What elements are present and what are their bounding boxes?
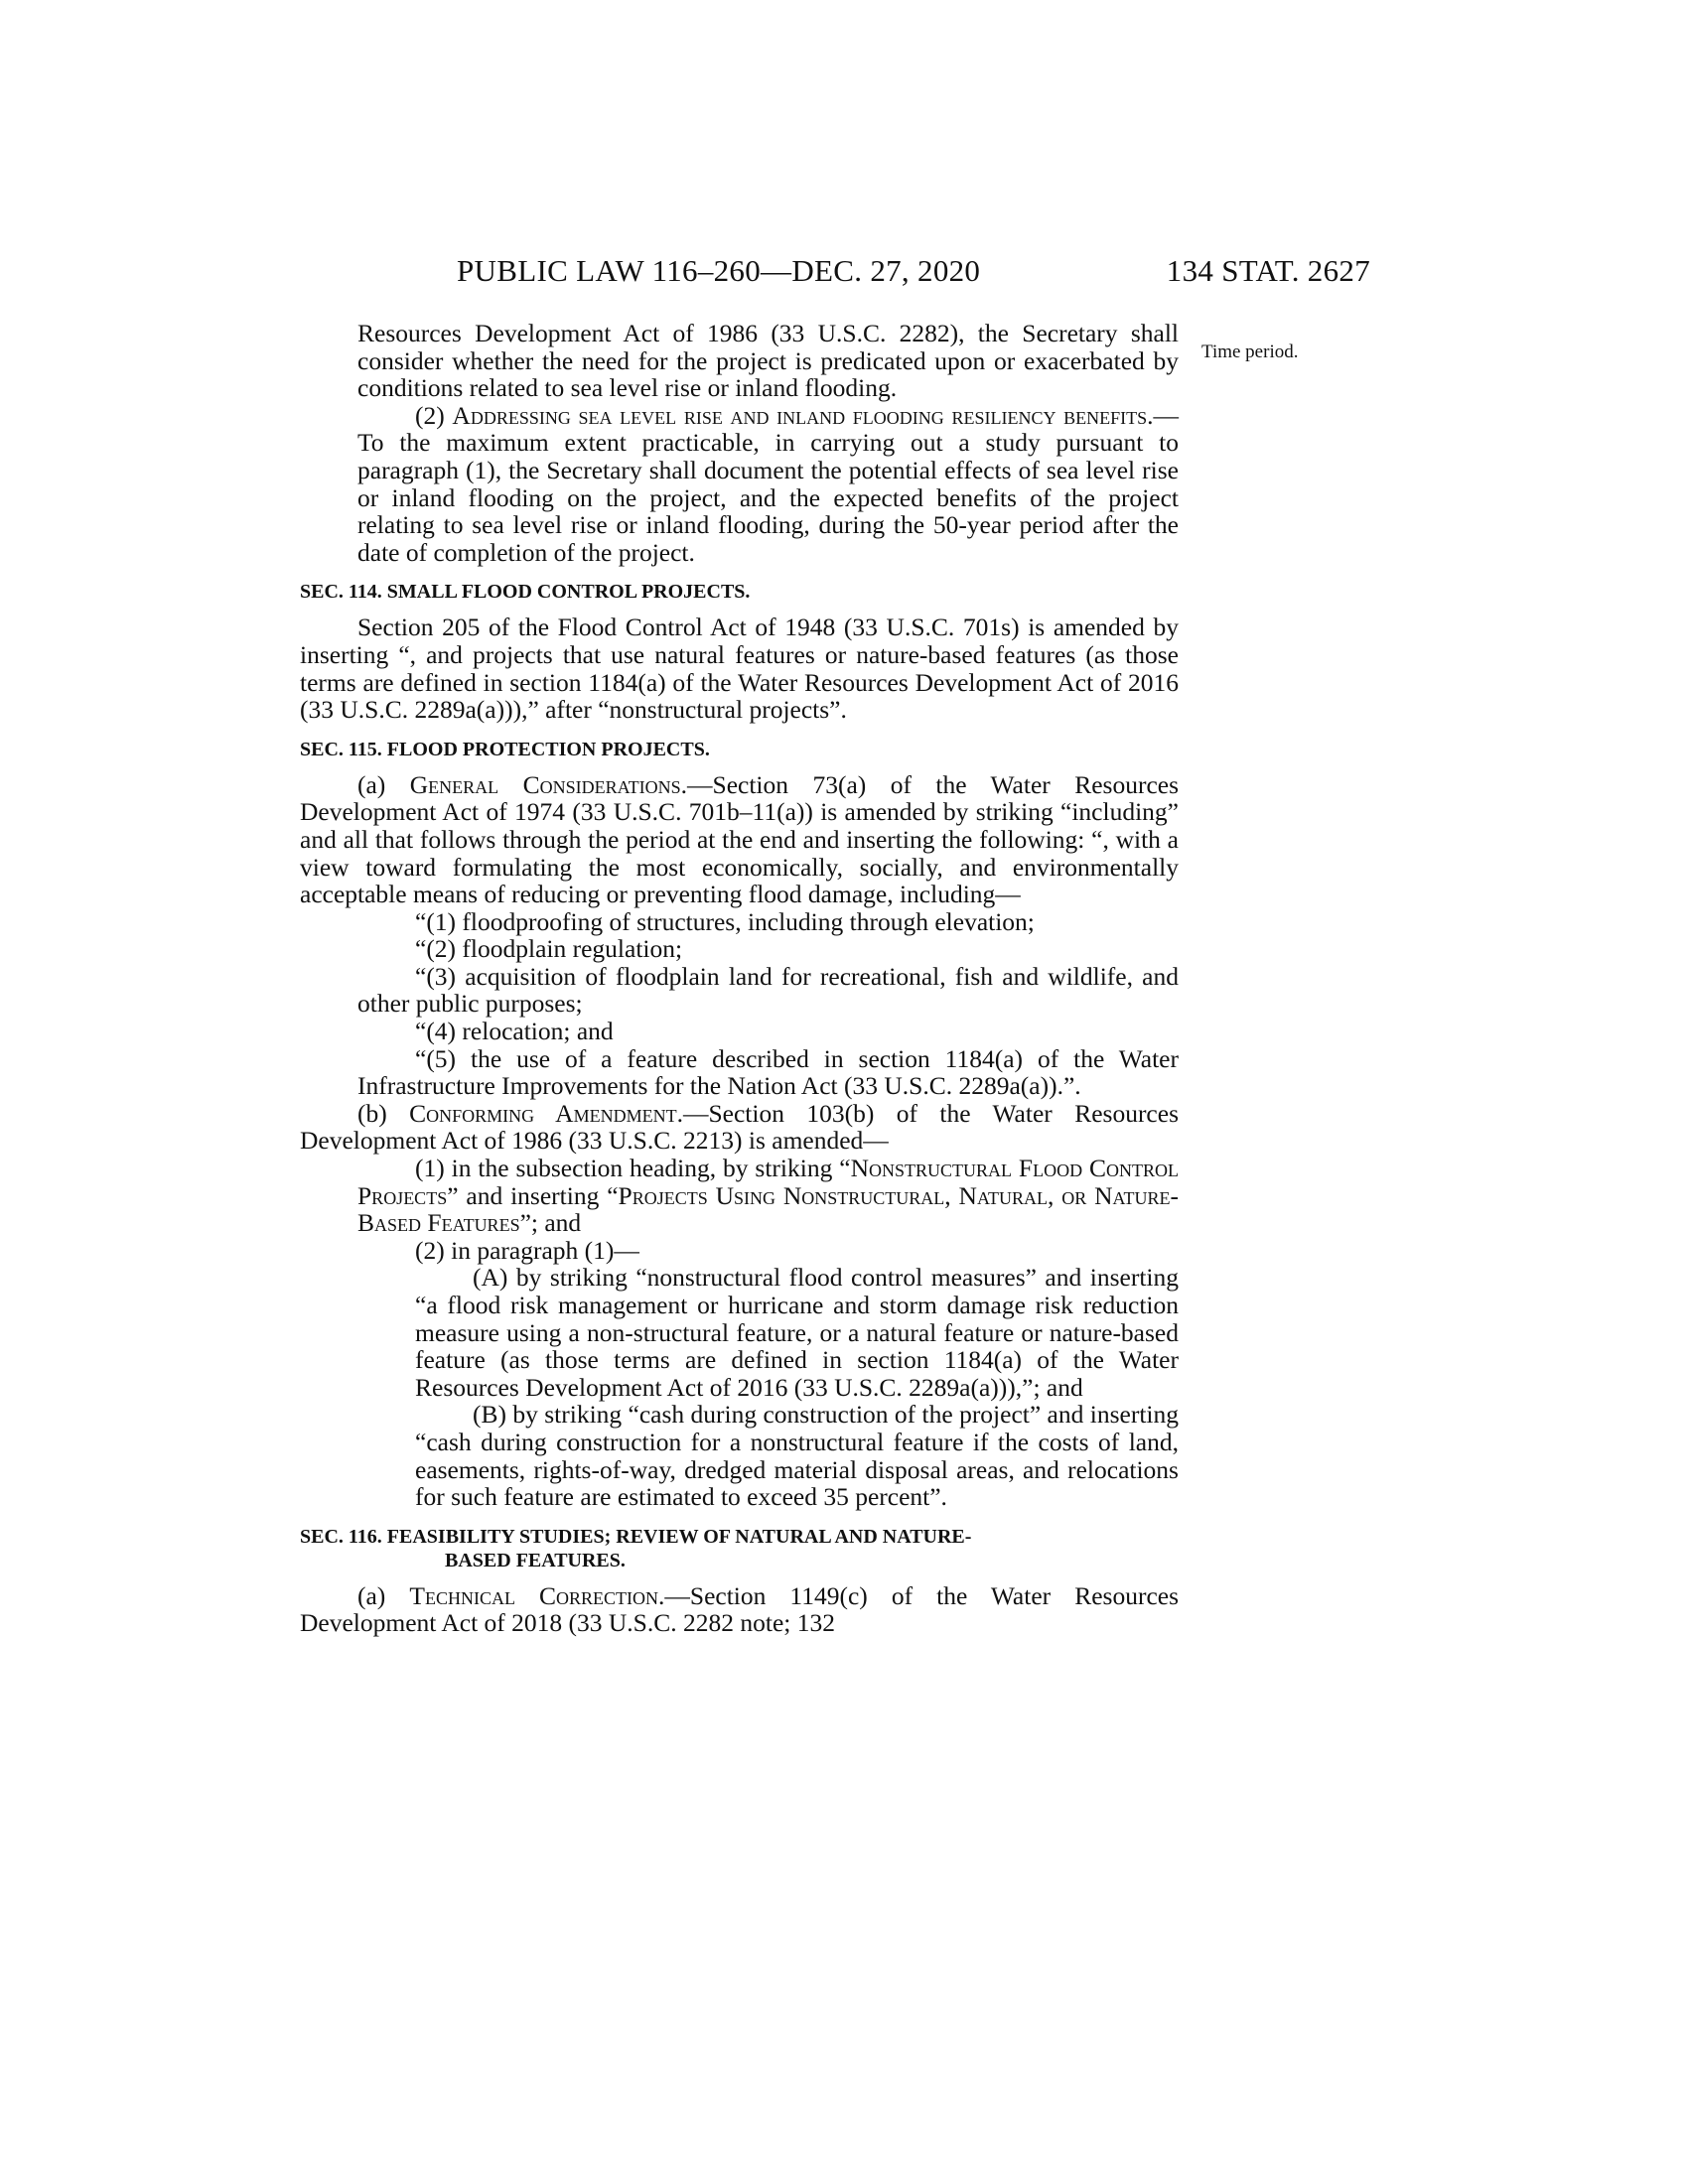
subsection-text: —Section 73(a) of the Water Resources Development Act of 1974 (33 U.S.C. 701b–11(a)) is amended by striking “including” and all that follows through the period at the end and inserting the following: “, with a view toward formulating the most economically, socially, and environmentally acceptable means of reducing or preventing flood damage, including— (300, 769, 1180, 909)
stat-page-number: 134 STAT. 2627 (1166, 253, 1370, 288)
list-item: “(2) floodplain regulation; (415, 934, 683, 964)
subsection-a-technical-correction (300, 1582, 1179, 1637)
section-heading-116 (300, 1525, 1179, 1572)
section-heading-115: SEC. 115. FLOOD PROTECTION PROJECTS. (300, 738, 710, 760)
amendment-text: ”; and (519, 1208, 582, 1238)
amendment-item-2: (2) in paragraph (1)— (415, 1235, 639, 1265)
subsection-text: —Section 1149(c) of the Water Resources Development Act of 2018 (33 U.S.C. 2282 note; 132 (300, 1580, 1179, 1638)
section-heading-114: SEC. 114. SMALL FLOOD CONTROL PROJECTS. (300, 581, 751, 604)
amendment-text: ” and inserting “ (447, 1180, 619, 1210)
paragraph-continuation: Resources Development Act of 1986 (33 U.S.C. 2282), the Secretary shall consider whether the need for the project is predicated upon or exacerbated by conditions related to sea level rise or inland flooding. (357, 319, 1179, 403)
public-law-citation: PUBLIC LAW 116–260—DEC. 27, 2020 (457, 253, 981, 288)
page-header (457, 253, 1370, 293)
paragraph-number: (2) (415, 400, 445, 430)
section-heading-line: SEC. 116. FEASIBILITY STUDIES; REVIEW OF NATURAL AND NATURE- (300, 1525, 972, 1548)
amendment-subitem-a: (A) by striking “nonstructural flood control measures” and inserting “a flood risk management or hurricane and storm damage risk reduction measure using a non-structural feature, or a natural feature or nature-based feature (as those terms are defined in section 1184(a) of the Water Resources Development Act of 2016 (33 U.S.C. 2289a(a))),”; and (415, 1263, 1179, 1402)
subsection-a (300, 771, 1179, 908)
subsection-number: (a) (357, 1580, 386, 1610)
subsection-text: —Section 103(b) of the Water Resources Development Act of 1986 (33 U.S.C. 2213) is amended— (300, 1098, 1179, 1156)
paragraph-2 (300, 402, 1179, 567)
subsection-heading: General Considerations. (409, 769, 688, 799)
paragraph-text: —To the maximum extent practicable, in carrying out a study pursuant to paragraph (1), the Secretary shall document the potential effects of sea level rise or inland flooding on the project, and the expected benefits of the project relating to sea level rise or inland flooding, during the 50-year period after the date of completion of the project. (357, 400, 1179, 567)
section-114-text: Section 205 of the Flood Control Act of 1948 (33 U.S.C. 701s) is amended by inserting “, and projects that use natural features or nature-based features (as those terms are defined in section 1184(a) of the Water Resources Development Act of 2016 (33 U.S.C. 2289a(a))),” after “nonstructural projects”. (300, 613, 1179, 725)
list-item: “(1) floodproofing of structures, including through elevation; (415, 906, 1035, 936)
paragraph-heading: Addressing sea level rise and inland flooding resiliency benefits. (452, 400, 1154, 430)
subsection-number: (a) (357, 769, 386, 799)
subsection-number: (b) (357, 1098, 387, 1128)
list-item: “(5) the use of a feature described in section 1184(a) of the Water Infrastructure Improvements for the Nation Act (33 U.S.C. 2289a(a)).”. (357, 1043, 1179, 1101)
inserted-heading: Projects Using Nonstructural, Natural, or Nature-Based Features (357, 1180, 1179, 1238)
list-item: “(4) relocation; and (415, 1017, 614, 1046)
amendment-subitem-b: (B) by striking “cash during construction of the project” and inserting “cash during construction for a nonstructural feature if the costs of land, easements, rights-of-way, dredged material disposal areas, and relocations for such feature are estimated to exceed 35 percent”. (415, 1400, 1179, 1512)
list-item: “(3) acquisition of floodplain land for recreational, fish and wildlife, and other public purposes; (357, 961, 1179, 1019)
subsection-heading: Conforming Amendment. (409, 1098, 683, 1128)
amendment-item-1 (300, 1155, 1179, 1237)
amendment-text: (1) in the subsection heading, by striking “ (415, 1154, 851, 1183)
margin-note: Time period. (1201, 341, 1299, 362)
subsection-heading: Technical Correction. (409, 1580, 665, 1610)
section-heading-line: BASED FEATURES. (445, 1549, 626, 1571)
subsection-b (300, 1100, 1179, 1155)
struck-heading: Nonstructural Flood Control Projects (357, 1154, 1179, 1210)
document-body (300, 320, 1179, 1637)
